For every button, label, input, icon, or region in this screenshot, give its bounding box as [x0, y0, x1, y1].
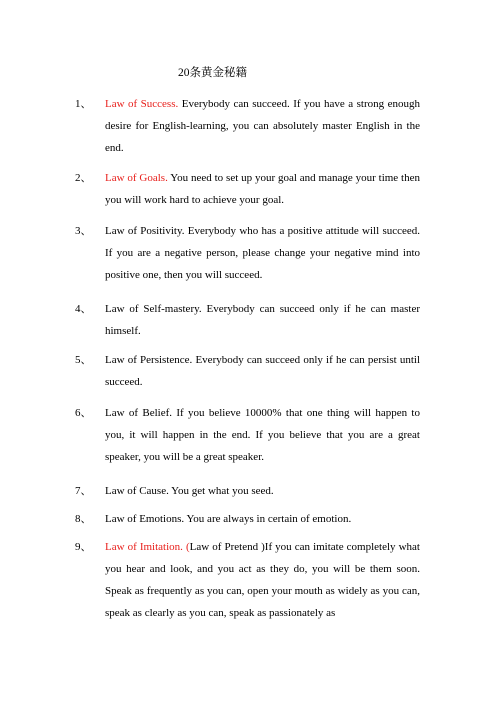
item-text — [105, 298, 420, 342]
law-body: Law of Emotions. You are always in certain of emotion. — [105, 513, 352, 525]
law-title: Law of Success. — [105, 98, 179, 110]
item-text — [105, 480, 420, 502]
item-number: 7、 — [75, 485, 92, 497]
item-text — [105, 402, 420, 468]
law-body: Law of Self-mastery. Everybody can succeed only if he can master himself. — [105, 303, 420, 337]
law-title: Law of Goals. — [105, 172, 168, 184]
law-body: Law of Persistence. Everybody can succeed only if he can persist until succeed. — [105, 354, 420, 388]
item-text — [105, 349, 420, 393]
item-number: 9、 — [75, 541, 92, 553]
law-body: You need to set up your goal and manage your time then you will work hard to achieve your goal. — [105, 172, 420, 206]
law-body: Everybody can succeed. If you have a strong enough desire for English-learning, you can absolutely master English in the end. — [105, 98, 420, 154]
item-number: 5、 — [75, 354, 92, 366]
item-number: 6、 — [75, 407, 92, 419]
item-number: 4、 — [75, 303, 92, 315]
item-number: 8、 — [75, 513, 92, 525]
law-title: Law of Imitation. ( — [105, 541, 190, 553]
item-text — [105, 220, 420, 286]
law-body: Law of Pretend )If you can imitate completely what you hear and look, and you act as they do, you will be them soon. Speak as frequently as you can, open your mouth as widely as you can, speak as clearly as you can, speak as passionately as — [105, 541, 420, 619]
item-text — [105, 93, 420, 159]
law-body: Law of Cause. You get what you seed. — [105, 485, 274, 497]
law-body: Law of Positivity. Everybody who has a positive attitude will succeed. If you are a negative person, please change your negative mind into positive one, then you will succeed. — [105, 225, 420, 281]
item-number: 2、 — [75, 172, 92, 184]
law-body: Law of Belief. If you believe 10000% that one thing will happen to you, it will happen in the end. If you believe that you are a great speaker, you will be a great speaker. — [105, 407, 420, 463]
page-title: 20条黄金秘籍 — [178, 67, 247, 79]
item-text — [105, 536, 420, 624]
item-number: 3、 — [75, 225, 92, 237]
item-number: 1、 — [75, 98, 92, 110]
item-text — [105, 508, 420, 530]
item-text — [105, 167, 420, 211]
